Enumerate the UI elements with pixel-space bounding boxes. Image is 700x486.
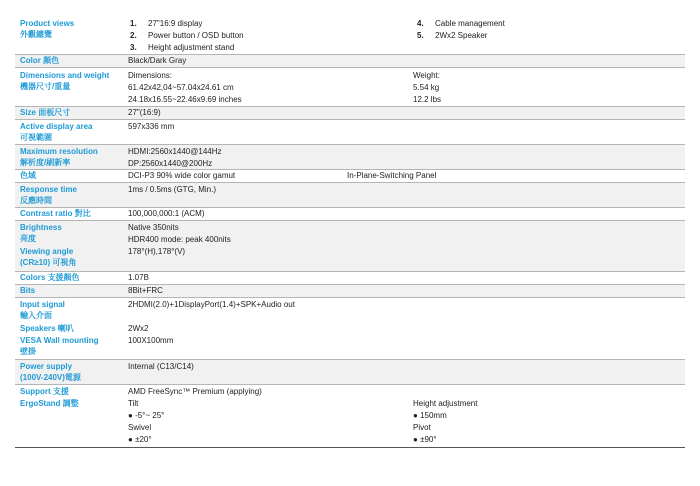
spec-value: 8Bit+FRC (128, 286, 163, 295)
height-label: Height adjustment (413, 399, 478, 408)
spec-label (20, 70, 125, 92)
label-zh: 輸入介面 (20, 311, 52, 320)
spec-label (20, 184, 125, 206)
view-item-1 (130, 18, 202, 29)
label-en: VESA Wall mounting (20, 336, 99, 345)
speakers-value: 2Wx2 (128, 324, 149, 333)
label-en: Response time (20, 185, 77, 194)
item-text: 27"16:9 display (148, 19, 203, 28)
view-item-2 (130, 30, 244, 41)
label-en: Brightness (20, 223, 62, 232)
item-text: Power button / OSD button (148, 31, 244, 40)
bullet-icon: ● (413, 411, 421, 420)
spec-row-dimensions (15, 68, 685, 107)
spec-row-input (15, 298, 685, 360)
tilt-label: Tilt (128, 399, 139, 408)
item-text: 2Wx2 Speaker (435, 31, 488, 40)
weight-kg: 5.54 kg (413, 83, 440, 92)
tilt-range: -5°~ 25° (135, 411, 165, 420)
label-zh: 反應時間 (20, 196, 52, 205)
item-text: Cable management (435, 19, 505, 28)
label-en: Input signal (20, 300, 65, 309)
weight-lbs: 12.2 lbs (413, 95, 442, 104)
spec-row-active-area (15, 120, 685, 145)
spec-value: DCI-P3 90% wide color gamut (128, 171, 236, 180)
spec-row-power (15, 360, 685, 385)
viewing-angle-value: 178°(H),178°(V) (128, 247, 186, 256)
spec-row-resolution (15, 145, 685, 170)
support-value: AMD FreeSync™ Premium (applying) (128, 387, 262, 396)
swivel-value (128, 434, 152, 445)
spec-value: 1.07B (128, 273, 149, 282)
spec-label: Colors 支援顏色 (20, 273, 80, 282)
bullet-icon: ● (128, 435, 136, 444)
label-en: Active display area (20, 122, 93, 131)
spec-value: Internal (C13/C14) (128, 362, 194, 371)
label-en: Dimensions and weight (20, 71, 110, 80)
input-value: 2HDMI(2.0)+1DisplayPort(1.4)+SPK+Audio out (128, 300, 295, 309)
pivot-range: ±90° (420, 435, 437, 444)
spec-row-response-time (15, 183, 685, 208)
brightness-native: Native 350nits (128, 223, 179, 232)
label-en: Power supply (20, 362, 73, 371)
view-item-4 (417, 18, 505, 29)
label-zh: 解析度/刷新率 (20, 158, 71, 167)
bullet-icon: ● (413, 435, 421, 444)
height-value (413, 410, 447, 421)
spec-row-support (15, 385, 685, 448)
weight-title: Weight: (413, 71, 440, 80)
spec-label-speakers: Speakers 喇叭 (20, 324, 74, 333)
spec-label: Bits (20, 286, 36, 295)
spec-row-colors (15, 272, 685, 285)
swivel-label: Swivel (128, 423, 152, 432)
spec-label (20, 222, 125, 244)
spec-row-bits (15, 285, 685, 298)
spec-label (20, 146, 125, 168)
label-zh: 亮度 (20, 234, 36, 243)
spec-label: Contrast ratio 對比 (20, 209, 91, 218)
view-item-5 (417, 30, 487, 41)
dimensions-inches: 24.18x16.55~22.46x9.69 inches (128, 95, 242, 104)
spec-value: 597x336 mm (128, 122, 175, 131)
brightness-hdr: HDR400 mode: peak 400nits (128, 235, 231, 244)
spec-label-vesa (20, 335, 125, 357)
spec-label-ergostand: ErgoStand 調整 (20, 399, 79, 408)
resolution-hdmi: HDMI:2560x1440@144Hz (128, 147, 222, 156)
label-zh: 機器尺寸/重量 (20, 82, 71, 91)
bullet-icon: ● (128, 411, 136, 420)
view-item-3 (130, 42, 234, 53)
label-zh: 壁掛 (20, 347, 36, 356)
spec-row-size (15, 107, 685, 120)
spec-label (20, 121, 125, 143)
item-number: 2. (130, 31, 137, 40)
label-en: Product views (20, 19, 75, 28)
item-number: 5. (417, 31, 424, 40)
spec-row-product-views (15, 17, 685, 55)
item-number: 3. (130, 43, 137, 52)
spec-value: 1ms / 0.5ms (GTG, Min.) (128, 185, 217, 194)
label-zh: (CR≥10) 可視角 (20, 258, 77, 267)
item-number: 1. (130, 19, 137, 28)
spec-row-brightness (15, 221, 685, 272)
dimensions-cm: 61.42x42,04~57.04x24.61 cm (128, 83, 234, 92)
spec-row-gamut (15, 170, 685, 183)
pivot-label: Pivot (413, 423, 431, 432)
item-text: Height adjustment stand (148, 43, 235, 52)
pivot-value (413, 434, 437, 445)
label-zh: 外觀總覽 (20, 30, 52, 39)
vesa-value: 100X100mm (128, 336, 174, 345)
label-en: Viewing angle (20, 247, 74, 256)
spec-table (15, 17, 685, 448)
spec-value: 27"(16:9) (128, 108, 161, 117)
spec-label: Size 面板尺寸 (20, 108, 71, 117)
spec-label: Support 支援 (20, 387, 69, 396)
spec-row-color (15, 55, 685, 68)
label-zh: (100V-240V)電源 (20, 373, 81, 382)
swivel-range: ±20° (135, 435, 152, 444)
spec-row-contrast (15, 208, 685, 221)
dimensions-title: Dimensions: (128, 71, 173, 80)
tilt-value (128, 410, 164, 421)
item-number: 4. (417, 19, 424, 28)
spec-label: Color 顏色 (20, 56, 60, 65)
height-range: 150mm (420, 411, 447, 420)
resolution-dp: DP:2560x1440@200Hz (128, 159, 213, 168)
spec-label (20, 361, 125, 383)
spec-value: 100,000,000:1 (ACM) (128, 209, 205, 218)
spec-label: 色域 (20, 171, 36, 180)
spec-value: Black/Dark Gray (128, 56, 187, 65)
spec-label (20, 299, 125, 321)
spec-label (20, 18, 125, 40)
spec-label-viewing-angle (20, 246, 125, 268)
label-en: Maximum resolution (20, 147, 98, 156)
label-zh: 可視範圍 (20, 133, 52, 142)
panel-type: In-Plane-Switching Panel (347, 171, 437, 180)
